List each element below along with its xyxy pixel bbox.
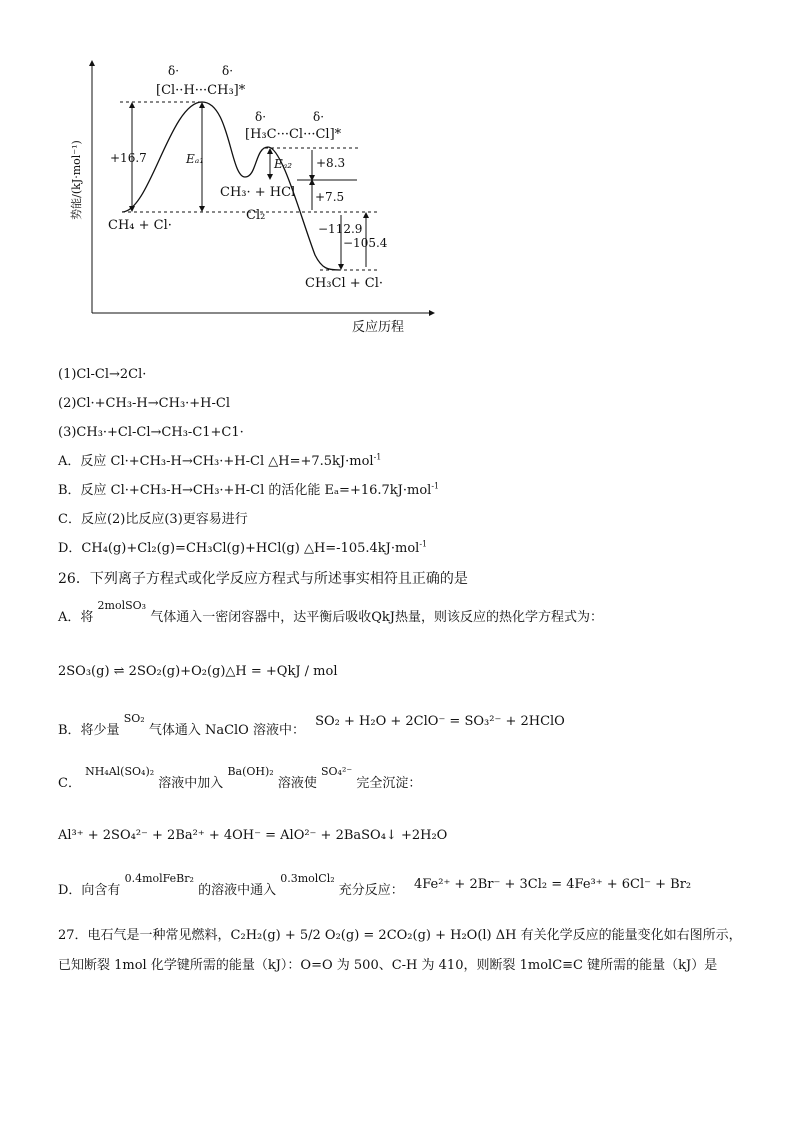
q26-c-pre: C． xyxy=(58,776,81,791)
q26-c-formula-2: Ba(OH)₂ xyxy=(227,765,274,778)
reactant-label: CH₄ + Cl· xyxy=(108,218,172,233)
option-d xyxy=(58,541,427,557)
ts2-delta-b: δ· xyxy=(313,110,325,124)
ea1-label: Eₐ₁ xyxy=(186,152,205,166)
option-b xyxy=(58,483,439,499)
option-b-text: B．反应 Cl·+CH₃-H→CH₃·+H-Cl 的活化能 Eₐ=+16.7kJ·mol xyxy=(58,483,432,498)
cl2-label: Cl₂ xyxy=(246,208,266,223)
q26-d-mid: 的溶液中通入 xyxy=(198,883,277,898)
q26-b-equation: SO₂ + H₂O + 2ClO⁻ = SO₃²⁻ + 2HClO xyxy=(315,714,565,729)
q26-b-formula: SO₂ xyxy=(123,712,145,725)
q26-d-post: 充分反应： xyxy=(338,883,404,898)
value-8-3: +8.3 xyxy=(316,156,346,170)
ts2-label: [H₃C···Cl···Cl]* xyxy=(245,127,342,142)
q26-b-pre: B．将少量 xyxy=(58,723,120,738)
option-a-sup: -1 xyxy=(373,452,382,462)
q26-d-formula-2: 0.3molCl₂ xyxy=(280,872,335,885)
q26-a-line xyxy=(58,599,603,626)
option-d-sup: -1 xyxy=(419,539,428,549)
q26-d-formula-1: 0.4molFeBr₂ xyxy=(124,872,194,885)
q26-c-line xyxy=(58,765,422,792)
q27-line-2: 已知断裂 1mol 化学键所需的能量（kJ）：O=O 为 500、C-H 为 410，则断裂 1molC≡C 键所需的能量（kJ）是 xyxy=(58,958,718,973)
ts2-delta-a: δ· xyxy=(255,110,267,124)
q26-c-mid-1: 溶液中加入 xyxy=(158,776,224,791)
q26-a-post: 气体通入一密闭容器中，达平衡后吸收QkJ热量，则该反应的热化学方程式为： xyxy=(150,610,603,625)
ea2-label: Eₐ₂ xyxy=(274,157,293,171)
q26-c-equation: Al³⁺ + 2SO₄²⁻ + 2Ba²⁺ + 4OH⁻ = AlO²⁻ + 2BaSO₄↓ +2H₂O xyxy=(58,828,448,843)
energy-profile-diagram xyxy=(60,55,440,345)
value-105-4: −105.4 xyxy=(343,236,388,250)
q26-a-equation: 2SO₃(g) ⇌ 2SO₂(g)+O₂(g)△H = +QkJ / mol xyxy=(58,664,338,679)
q26-stem: 26．下列离子方程式或化学反应方程式与所述事实相符且正确的是 xyxy=(58,571,468,587)
q26-d-line xyxy=(58,872,692,899)
q26-b-line xyxy=(58,712,565,739)
step-2: (2)Cl·+CH₃-H→CH₃·+H-Cl xyxy=(58,396,231,411)
ts1-label: [Cl··H···CH₃]* xyxy=(156,83,246,98)
x-axis-label: 反应历程 xyxy=(351,320,405,335)
product-label: CH₃Cl + Cl· xyxy=(305,276,383,291)
ts1-delta-b: δ· xyxy=(222,64,234,78)
q26-c-formula-1: NH₄Al(SO₄)₂ xyxy=(85,765,155,778)
option-d-text: D．CH₄(g)+Cl₂(g)=CH₃Cl(g)+HCl(g) △H=-105.4kJ·mol xyxy=(58,541,420,556)
step-3: (3)CH₃·+Cl-Cl→CH₃-C1+C1· xyxy=(58,425,244,440)
value-112-9: −112.9 xyxy=(318,222,363,236)
value-7-5: +7.5 xyxy=(315,190,345,204)
q27-line-1: 27．电石气是一种常见燃料，C₂H₂(g) + 5/2 O₂(g) = 2CO₂(g) + H₂O(l) ΔH 有关化学反应的能量变化如右图所示， xyxy=(58,928,742,943)
step-1: (1)Cl-Cl→2Cl· xyxy=(58,367,147,382)
value-16-7: +16.7 xyxy=(110,151,147,165)
intermediate-label: CH₃· + HCl xyxy=(220,185,296,200)
q26-d-equation: 4Fe²⁺ + 2Br⁻ + 3Cl₂ = 4Fe³⁺ + 6Cl⁻ + Br₂ xyxy=(413,877,692,892)
option-a xyxy=(58,454,381,470)
option-a-text: A．反应 Cl·+CH₃-H→CH₃·+H-Cl △H=+7.5kJ·mol xyxy=(58,454,374,469)
q26-b-post: 气体通入 NaClO 溶液中： xyxy=(148,723,305,738)
option-b-sup: -1 xyxy=(431,481,440,491)
y-axis-label: 势能/(kJ·mol⁻¹) xyxy=(70,140,83,220)
q26-c-mid-2: 溶液使 xyxy=(277,776,317,791)
option-c: C．反应(2)比反应(3)更容易进行 xyxy=(58,512,248,527)
q26-c-post: 完全沉淀： xyxy=(356,776,422,791)
q26-d-pre: D．向含有 xyxy=(58,883,121,898)
ts1-delta-a: δ· xyxy=(168,64,180,78)
q26-a-formula: 2molSO₃ xyxy=(97,599,147,612)
q26-c-formula-3: SO₄²⁻ xyxy=(320,765,353,778)
q26-a-pre: A．将 xyxy=(58,610,94,625)
